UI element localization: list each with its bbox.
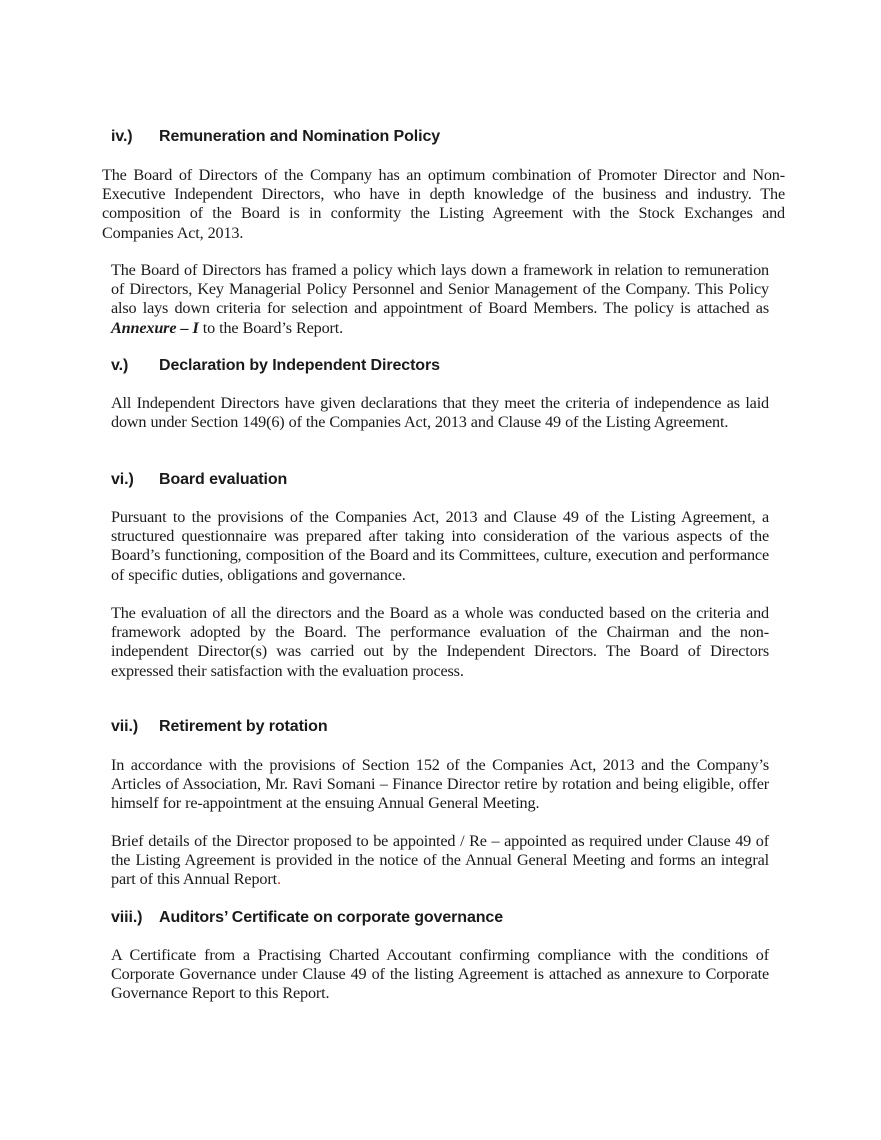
paragraph-evaluation-conducted: The evaluation of all the directors and the Board as a whole was conducted based on the criteria and framework adopted by the Board. The performance evaluation of the Chairman and the non- independent Director(s) was carried out by the Independent Directors. The Board of Directors expressed their satisfaction with the evaluation process. [111, 604, 769, 680]
paragraph-board-composition: The Board of Directors of the Company has an optimum combination of Promoter Director and Non-Executive Independent Directors, who have in depth knowledge of the business and industry. The composition of the Board is in conformity the Listing Agreement with the Stock Exchanges and Companies Act, 2013. [102, 166, 785, 242]
paragraph-independent-declaration: All Independent Directors have given declarations that they meet the criteria of independence as laid down under Section 149(6) of the Companies Act, 2013 and Clause 49 of the Listing Agreement. [111, 394, 769, 432]
paragraph-director-details [111, 832, 769, 890]
section-heading-v [111, 356, 440, 375]
section-heading-vii [111, 717, 328, 736]
paragraph-evaluation-questionnaire: Pursuant to the provisions of the Companies Act, 2013 and Clause 49 of the Listing Agreement, a structured questionnaire was prepared after taking into consideration of the various aspects of the Board’s functioning, composition of the Board and its Committees, culture, execution and performance of specific duties, obligations and governance. [111, 508, 769, 584]
section-number: iv.) [111, 128, 133, 145]
paragraph-auditors-certificate: A Certificate from a Practising Charted Accoutant confirming compliance with the conditions of Corporate Governance under Clause 49 of the listing Agreement is attached as annexure to Corporate Governance Report to this Report. [111, 946, 769, 1003]
section-title: Board evaluation [159, 471, 288, 488]
trailing-period: . [276, 870, 281, 889]
section-title: Declaration by Independent Directors [159, 357, 440, 374]
paragraph-text-end: to the Board’s Report. [198, 318, 344, 337]
section-heading-viii [111, 908, 503, 927]
section-title: Remuneration and Nomination Policy [159, 128, 441, 145]
paragraph-remuneration-policy [111, 261, 769, 338]
section-number: viii.) [111, 909, 143, 926]
section-heading-vi [111, 470, 287, 489]
section-number: v.) [111, 357, 129, 374]
paragraph-retirement-rotation: In accordance with the provisions of Section 152 of the Companies Act, 2013 and the Company’s Articles of Association, Mr. Ravi Somani – Finance Director retire by rotation and being eligible, offer himself for re-appointment at the ensuing Annual General Meeting. [111, 756, 769, 813]
section-heading-iv [111, 127, 440, 146]
paragraph-text: The Board of Directors has framed a policy which lays down a framework in relation to remuneration of Directors, Key Managerial Policy Personnel and Senior Management of the Company. This Policy also lays down criteria for selection and appointment of Board Members. The policy is attached as [111, 261, 769, 318]
paragraph-text: Brief details of the Director proposed to be appointed / Re – appointed as required under Clause 49 of the Listing Agreement is provided in the notice of the Annual General Meeting and forms an integral part of this Annual Report [111, 832, 769, 889]
annexure-reference: Annexure – I [111, 318, 199, 337]
section-number: vii.) [111, 718, 139, 735]
section-title: Retirement by rotation [159, 718, 328, 735]
section-title: Auditors’ Certificate on corporate governance [159, 909, 504, 926]
section-number: vi.) [111, 471, 134, 488]
